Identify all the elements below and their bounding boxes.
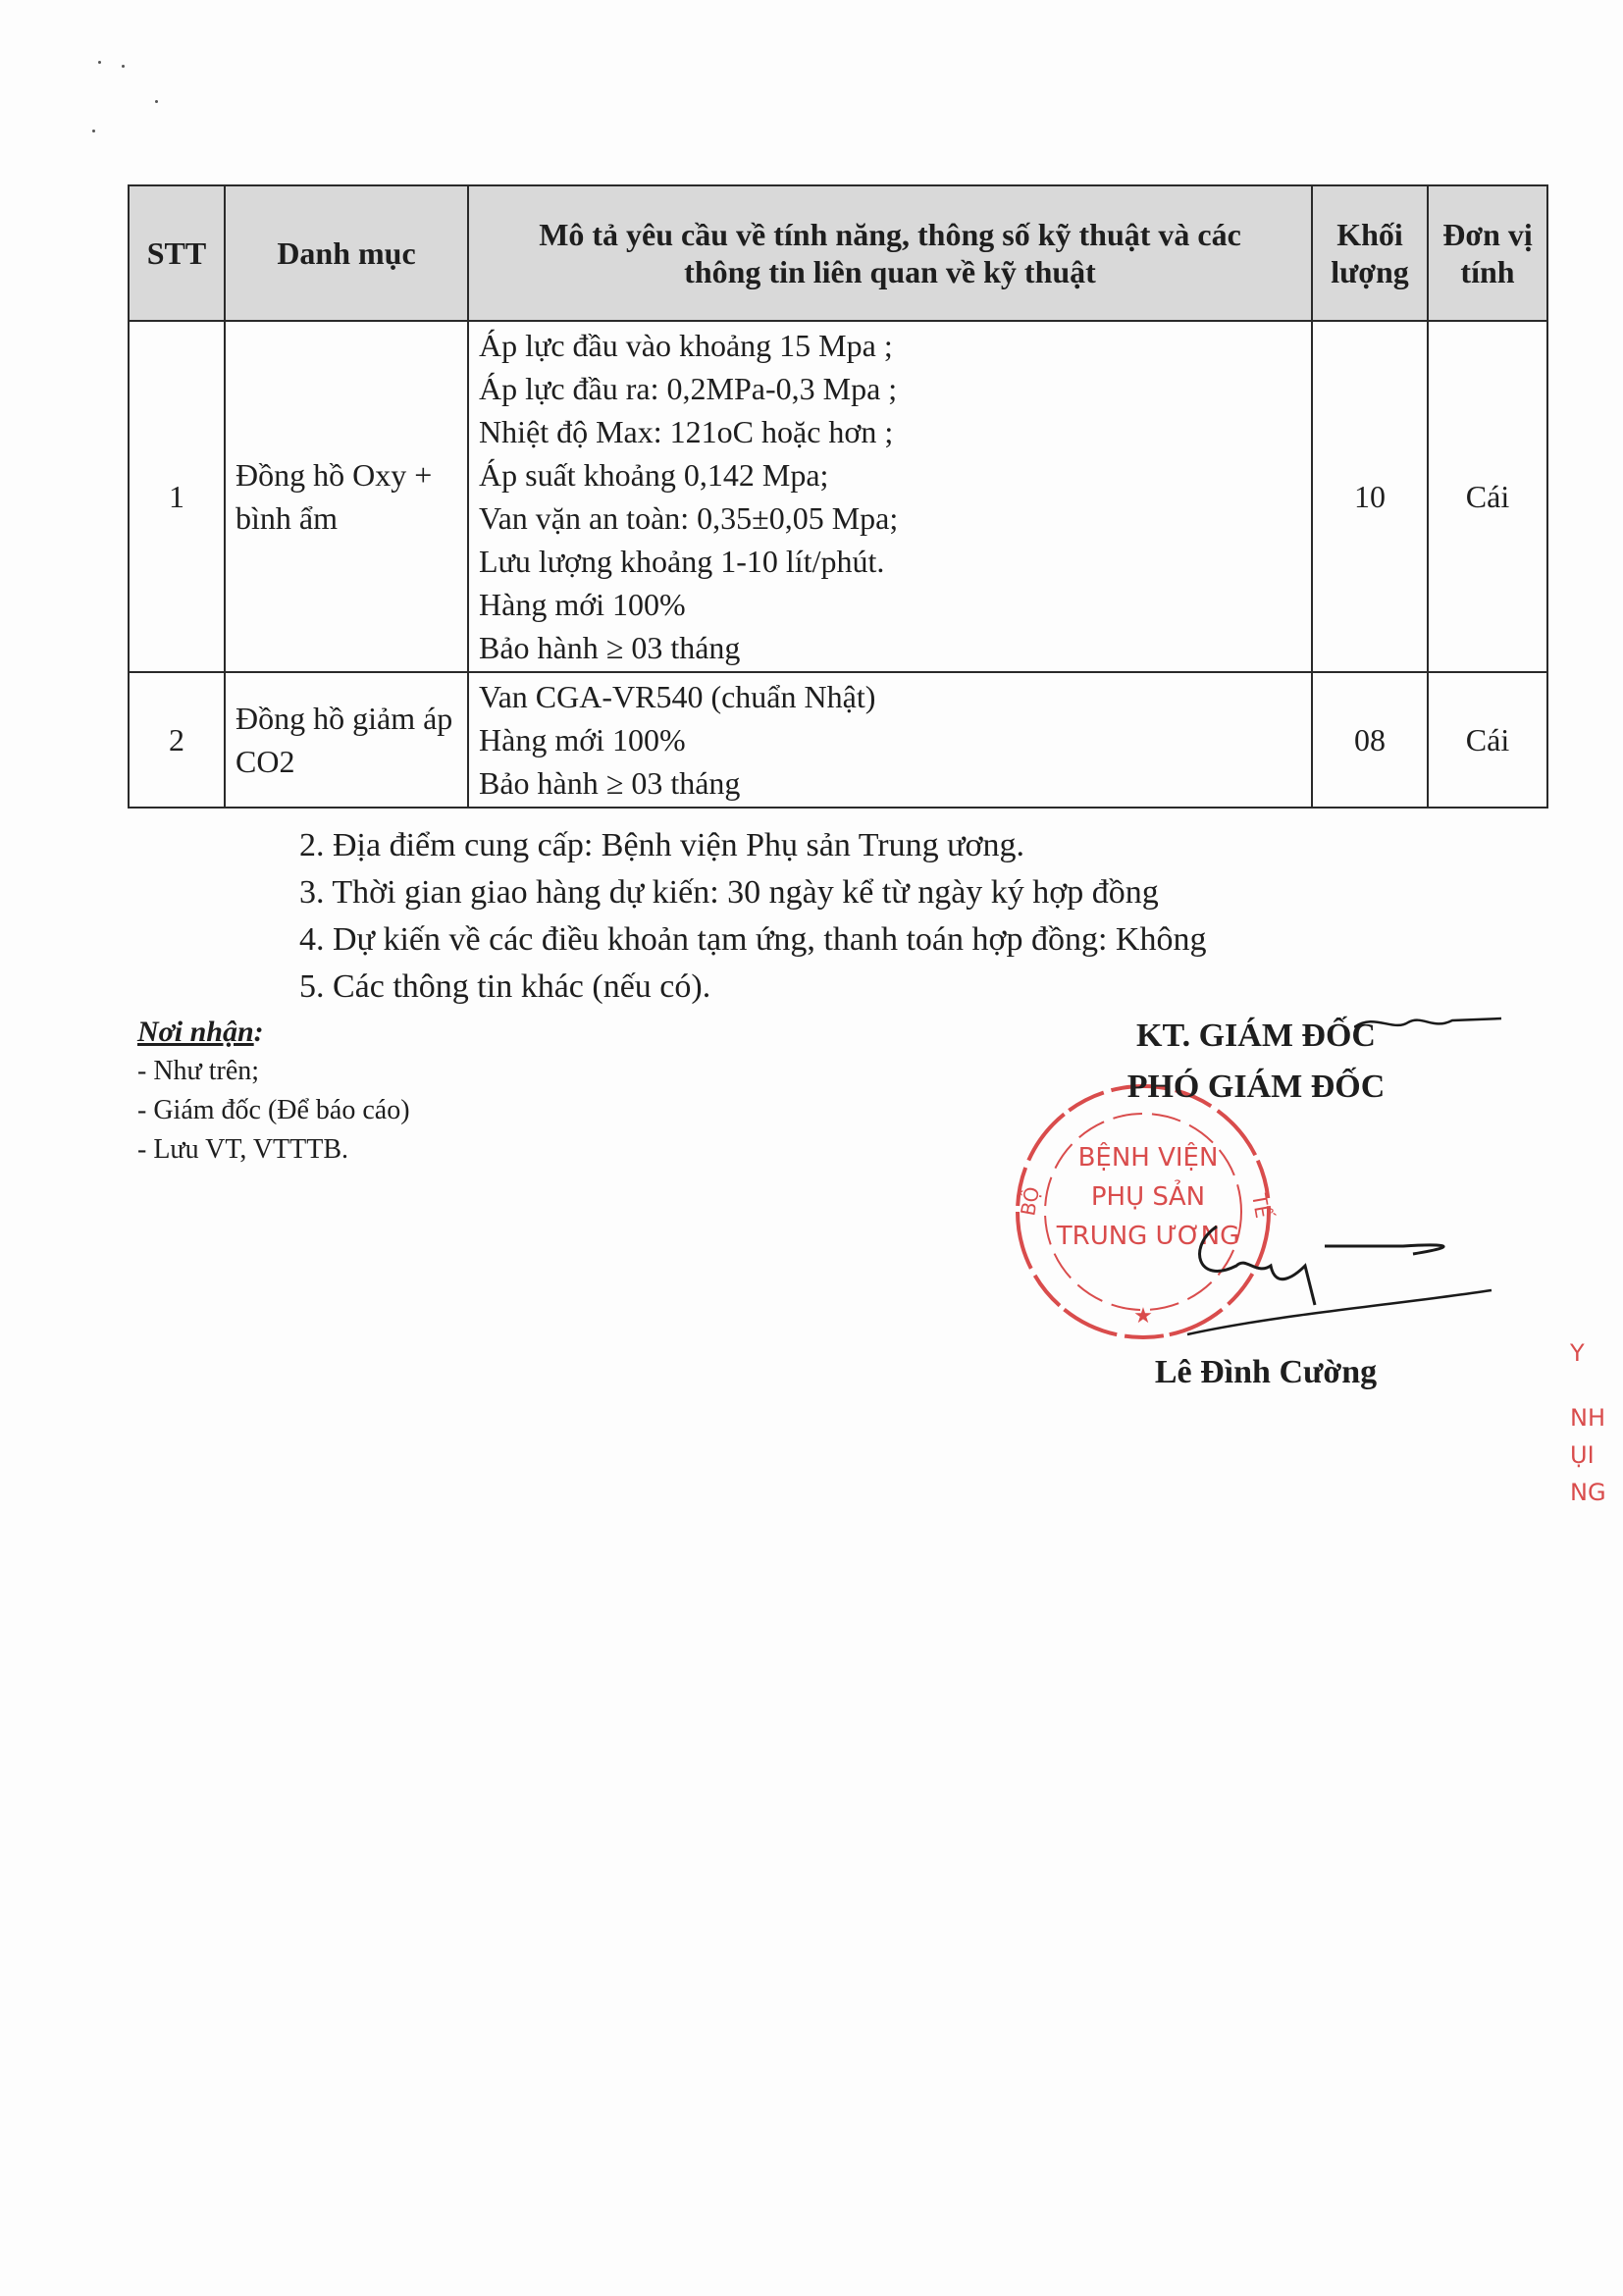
edge-stamp-text: Y: [1570, 1339, 1585, 1367]
signature-stroke: [1200, 1226, 1444, 1305]
recipients: [137, 1013, 410, 1170]
header-category: Danh mục: [225, 185, 468, 321]
stamp-line: TRUNG ƯƠNG: [1056, 1222, 1240, 1251]
description-line: Bảo hành ≥ 03 tháng: [479, 765, 741, 801]
table-row: [129, 672, 1547, 808]
table-row: [129, 321, 1547, 672]
recipient-item: - Lưu VT, VTTTB.: [137, 1134, 349, 1165]
recipient-item: - Giám đốc (Để báo cáo): [137, 1095, 410, 1125]
info-line: 3. Thời gian giao hàng dự kiến: 30 ngày kể từ ngày ký hợp đồng: [299, 874, 1159, 911]
edge-stamp-fragment: [1570, 1334, 1606, 1511]
header-stt: STT: [129, 185, 225, 321]
row-category: Đồng hồ Oxy + bình ẩm: [225, 321, 468, 672]
stamp-side-left: BỘ: [1016, 1184, 1045, 1218]
stamp-side-right: TẾ: [1247, 1191, 1276, 1221]
specification-table: [128, 184, 1548, 809]
row-quantity: 08: [1312, 672, 1428, 808]
info-line: 5. Các thông tin khác (nếu có).: [299, 968, 711, 1005]
description-line: Bảo hành ≥ 03 tháng: [479, 630, 741, 665]
row-unit: Cái: [1428, 672, 1547, 808]
row-stt: 2: [129, 672, 225, 808]
description-line: Áp suất khoảng 0,142 Mpa;: [479, 457, 829, 493]
description-line: Áp lực đầu ra: 0,2MPa-0,3 Mpa ;: [479, 371, 898, 406]
header-description: Mô tả yêu cầu về tính năng, thông số kỹ thuật và các thông tin liên quan về kỹ thuật: [468, 185, 1312, 321]
handwritten-signature: [1178, 1197, 1501, 1344]
edge-stamp-text: ỤI: [1570, 1441, 1595, 1469]
row-description: [468, 672, 1312, 808]
row-unit: Cái: [1428, 321, 1547, 672]
table-header-row: [129, 185, 1547, 321]
header-unit: Đơn vị tính: [1428, 185, 1547, 321]
description-line: Van CGA-VR540 (chuẩn Nhật): [479, 679, 876, 714]
row-category: Đồng hồ giảm áp CO2: [225, 672, 468, 808]
edge-stamp-text: NH: [1570, 1404, 1605, 1432]
stamp-line: BỆNH VIỆN: [1077, 1143, 1219, 1173]
scan-speck: [92, 130, 95, 132]
stamp-line: PHỤ SẢN: [1090, 1182, 1206, 1212]
recipient-item: - Như trên;: [137, 1056, 260, 1086]
signer-name: Lê Đình Cường: [1154, 1354, 1378, 1390]
edge-stamp-text: NG: [1570, 1479, 1606, 1506]
row-description: [468, 321, 1312, 672]
signature-stroke: [1187, 1290, 1492, 1334]
description-line: Lưu lượng khoảng 1-10 lít/phút.: [479, 544, 885, 579]
scan-speck: [98, 61, 101, 64]
row-quantity: 10: [1312, 321, 1428, 672]
info-line: 2. Địa điểm cung cấp: Bệnh viện Phụ sản Trung ương.: [299, 827, 1025, 863]
description-line: Áp lực đầu vào khoảng 15 Mpa ;: [479, 328, 893, 363]
description-line: Van vặn an toàn: 0,35±0,05 Mpa;: [479, 500, 899, 536]
recipients-title: Nơi nhận:: [137, 1016, 264, 1048]
scan-speck: [122, 65, 125, 68]
delivery-info: [299, 822, 1206, 1011]
signature-block: [1040, 1011, 1472, 1113]
signature-title: KT. GIÁM ĐỐC: [1136, 1018, 1376, 1054]
stamp-star-icon: ★: [1133, 1303, 1153, 1328]
recipients-title-text: Nơi nhận: [137, 1016, 254, 1048]
info-line: 4. Dự kiến về các điều khoản tạm ứng, thanh toán hợp đồng: Không: [299, 921, 1207, 958]
description-line: Hàng mới 100%: [479, 587, 686, 622]
header-quantity: Khối lượng: [1312, 185, 1428, 321]
description-line: Nhiệt độ Max: 121oC hoặc hơn ;: [479, 414, 894, 449]
row-stt: 1: [129, 321, 225, 672]
scan-speck: [155, 100, 158, 103]
description-line: Hàng mới 100%: [479, 722, 686, 757]
signature-subtitle: PHÓ GIÁM ĐỐC: [1126, 1069, 1386, 1105]
